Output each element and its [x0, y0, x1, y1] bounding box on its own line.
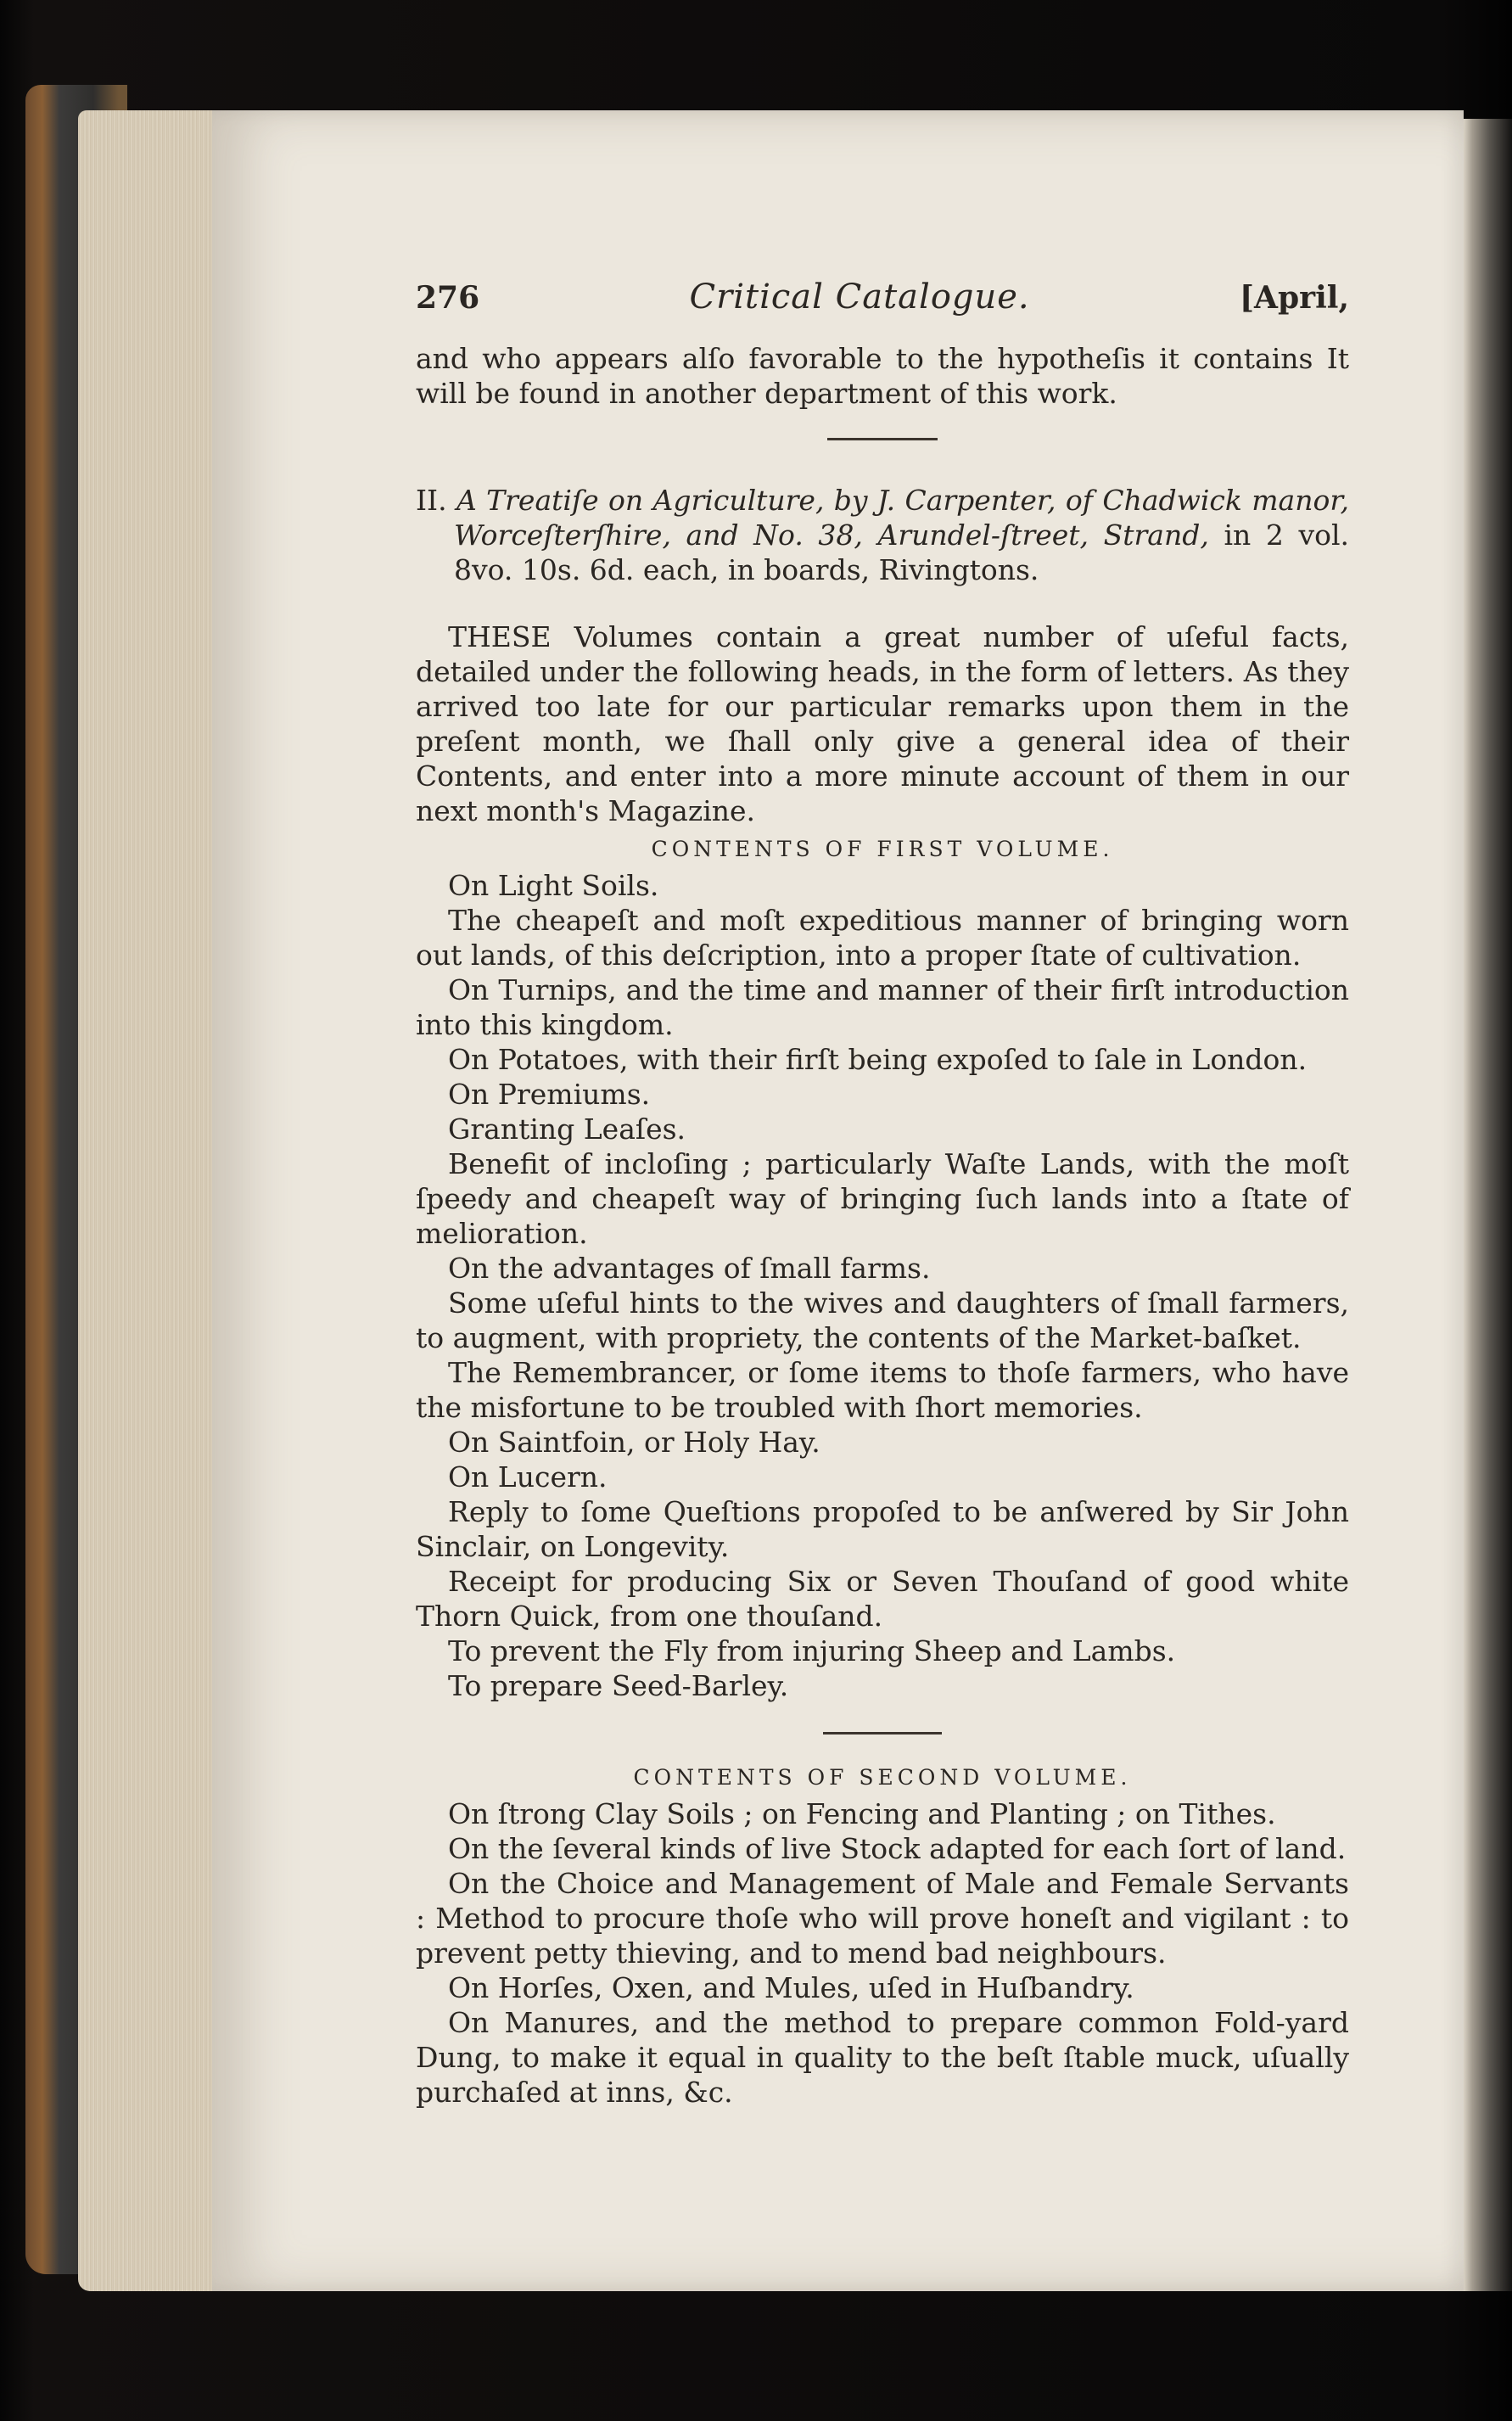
header-month: [April, — [1240, 280, 1349, 316]
list-item: On Lucern. — [448, 1460, 608, 1494]
list-item: On Turnips, and the time and manner of their firſt introduction into this kingdom. — [416, 973, 1349, 1041]
running-header — [416, 277, 1349, 317]
entry-details: in 2 vol. 8vo. 10s. 6d. each, in boards, Rivingtons. — [454, 518, 1350, 586]
list-item: On the Choice and Management of Male and Female Servants : Method to procure thoſe who will prove honeſt and vigilant : to prevent petty thieving, and to mend bad neighbours. — [416, 1867, 1349, 1970]
book-entry — [416, 483, 1349, 587]
list-item: Receipt for producing Six or Seven Thouſand of good white Thorn Quick, from one thouſand. — [416, 1565, 1349, 1633]
list-item: On Light Soils. — [448, 869, 659, 902]
vol1-heading: CONTENTS OF FIRST VOLUME. — [651, 837, 1114, 861]
list-item: Benefit of incloſing ; particularly Waſte Lands, with the moſt ſpeedy and cheapeſt way of bringing ſuch lands into a ſtate of melioration. — [416, 1147, 1349, 1250]
list-item: On Premiums. — [448, 1078, 651, 1111]
list-item: On Saintfoin, or Holy Hay. — [448, 1426, 820, 1459]
section-rule — [823, 1732, 942, 1734]
page-content — [416, 277, 1350, 2110]
list-item: On ſtrong Clay Soils ; on Fencing and Planting ; on Tithes. — [448, 1797, 1276, 1830]
list-item: The cheapeſt and moſt expeditious manner of bringing worn out lands, of this deſcription, into a proper ſtate of cultivation. — [416, 904, 1349, 972]
vol2-heading: CONTENTS OF SECOND VOLUME. — [633, 1765, 1132, 1790]
review-paragraph: THESE Volumes contain a great number of uſeful facts, detailed under the following heads, in the form of letters. As they arrived too late for our particular remarks upon them in the preſent month, we ſhall only give a general idea of their Contents, and enter into a more minute account of them in our next month's Magazine. — [416, 620, 1349, 827]
page-number: 276 — [416, 280, 480, 316]
vol2-list — [416, 1796, 1349, 2110]
list-item: On Manures, and the method to prepare common Fold-yard Dung, to make it equal in quality to the beſt ſtable muck, uſually purchaſed at inns, &c. — [416, 2006, 1349, 2109]
vol1-list — [416, 868, 1349, 1703]
list-item: On the advantages of ſmall farms. — [448, 1252, 931, 1285]
list-item: On Horſes, Oxen, and Mules, uſed in Huſbandry. — [448, 1971, 1134, 2004]
list-item: On Potatoes, with their firſt being expoſed to ſale in London. — [448, 1043, 1308, 1076]
list-item: On the ſeveral kinds of live Stock adapted for each ſort of land. — [448, 1832, 1347, 1865]
intro-paragraph: and who appears alſo favorable to the hypotheſis it contains It will be found in another department of this work. — [416, 342, 1349, 410]
list-item: To prepare Seed-Barley. — [448, 1669, 789, 1702]
list-item: To prevent the Fly from injuring Sheep and Lambs. — [448, 1634, 1176, 1667]
list-item: The Remembrancer, or ſome items to thoſe farmers, who have the misfortune to be troubled with ſhort memories. — [416, 1356, 1349, 1424]
running-title: Critical Catalogue. — [689, 277, 1030, 317]
entry-title: A Treatiſe on Agriculture, by J. Carpenter, of Chadwick manor, Worceſterſhire, and No. 38, Arundel-ſtreet, Strand, — [454, 484, 1349, 552]
entry-numeral: II. — [416, 484, 447, 517]
list-item: Reply to ſome Queſtions propoſed to be anſwered by Sir John Sinclair, on Longevity. — [416, 1495, 1349, 1563]
facing-page-edge — [1464, 119, 1512, 2291]
section-rule — [827, 438, 938, 440]
list-item: Some uſeful hints to the wives and daughters of ſmall farmers, to augment, with propriety, the contents of the Market-baſket. — [416, 1286, 1349, 1354]
page-edges — [78, 110, 214, 2291]
list-item: Granting Leaſes. — [448, 1112, 686, 1146]
